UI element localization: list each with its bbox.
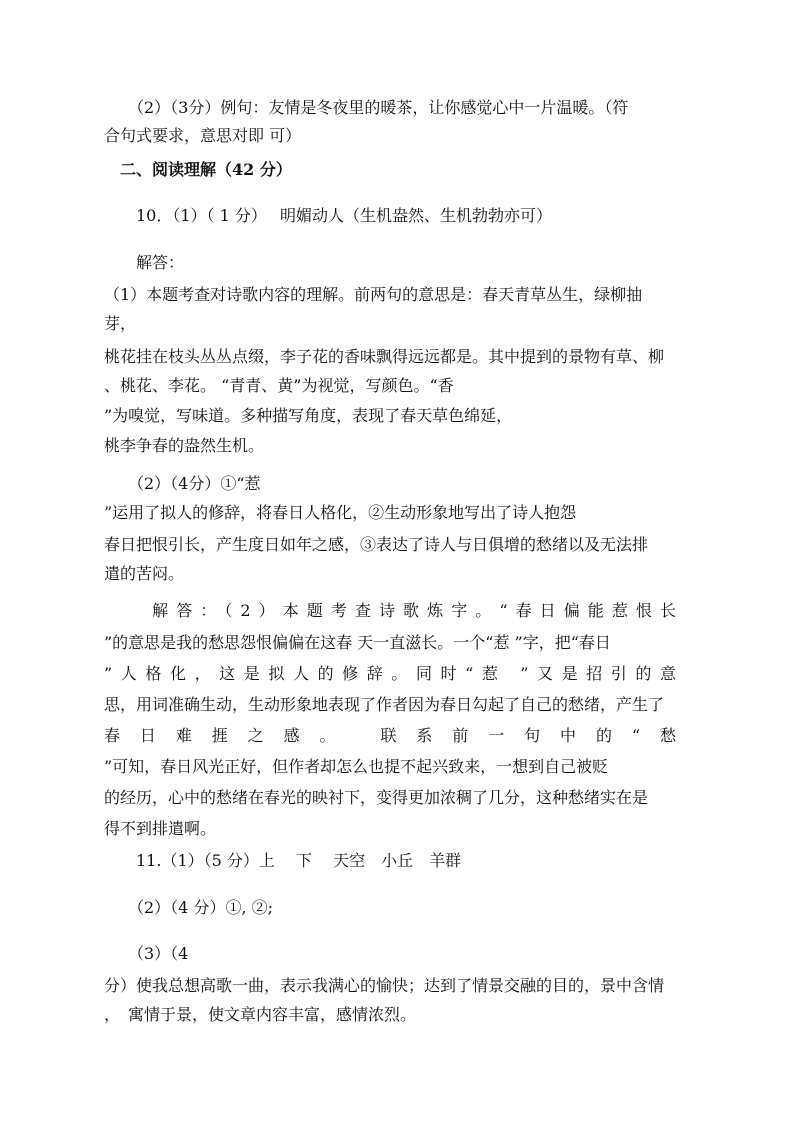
- answer-line-11: 桃李争春的盎然生机。: [104, 436, 265, 455]
- answer-line-8: 桃花挂在枝头丛丛点缀，李子花的香味飘得远远都是。其中提到的景物有草、柳: [104, 347, 665, 366]
- answer-line-6: （1）本题考查对诗歌内容的理解。前两句的意思是：春天青草丛生，绿柳抽: [104, 285, 643, 304]
- answer-line-17: ”的意思是我的愁思怨恨偏偏在这春 天一直滋长。一个“惹 ”字，把“春日: [104, 633, 611, 652]
- answer-line-12: （2）（4分）①“惹: [104, 474, 261, 493]
- answer-line-28: ， 寓情于景，使文章内容丰富，感情浓烈。: [104, 1005, 417, 1024]
- answer-line-14: 春日把恨引长，产生度日如年之感，③表达了诗人与日俱增的愁绪以及无法排: [104, 535, 649, 554]
- answer-line-24: 11.（1）（5 分）上 下 天空 小丘 羊群: [104, 851, 462, 870]
- answer-line-13: ”运用了拟人的修辞，将春日人格化，②生动形象地写出了诗人抱怨: [104, 503, 577, 522]
- answer-line-21: ”可知，春日风光正好，但作者却怎么也提不起兴致来，一想到自己被贬: [104, 757, 609, 776]
- answer-line-19: 思，用词准确生动，生动形象地表现了作者因为春日勾起了自己的愁绪，产生了: [104, 695, 665, 714]
- answer-line-9: 、桃花、李花。 “青青、黄”为视觉，写颜色。“香: [104, 376, 454, 395]
- answer-line-16: 解答：（2）本题考查诗歌炼字。“春日偏能惹恨长: [104, 601, 676, 620]
- answer-line-15: 遣的苦闷。: [104, 564, 185, 583]
- answer-line-5: 解答：: [104, 253, 185, 272]
- answer-line-26: （3）（4: [104, 944, 189, 963]
- answer-line-27: 分）使我总想高歌一曲，表示我满心的愉快；达到了情景交融的目的，景中含情: [104, 976, 665, 995]
- answer-line-20: 春日难捱之感。 联系前一句中的“愁: [104, 726, 676, 745]
- answer-line-7: 芽，: [104, 314, 137, 333]
- answer-line-10: ”为嗅觉，写味道。多种描写角度，表现了春天草色绵延，: [104, 406, 513, 425]
- section-heading: 二、阅读理解（42 分）: [104, 160, 292, 179]
- answer-line-22: 的经历，心中的愁绪在春光的映衬下，变得更加浓稠了几分，这种愁绪实在是: [104, 788, 649, 807]
- answer-line-1: （2）（3分）例句：友情是冬夜里的暖茶，让你感觉心中一片温暖。（符: [104, 98, 629, 117]
- answer-line-4: 10．（1）（ 1 分） 明媚动人（生机盎然、生机勃勃亦可）: [104, 206, 552, 225]
- answer-line-18: ”人格化，这是拟人的修辞。同时“惹 ”又是招引的意: [104, 664, 676, 683]
- answer-line-25: （2）（4 分）①, ②;: [104, 898, 274, 917]
- answer-line-2: 合句式要求，意思对即 可）: [104, 126, 302, 145]
- answer-line-23: 得不到排遣啊。: [104, 819, 217, 838]
